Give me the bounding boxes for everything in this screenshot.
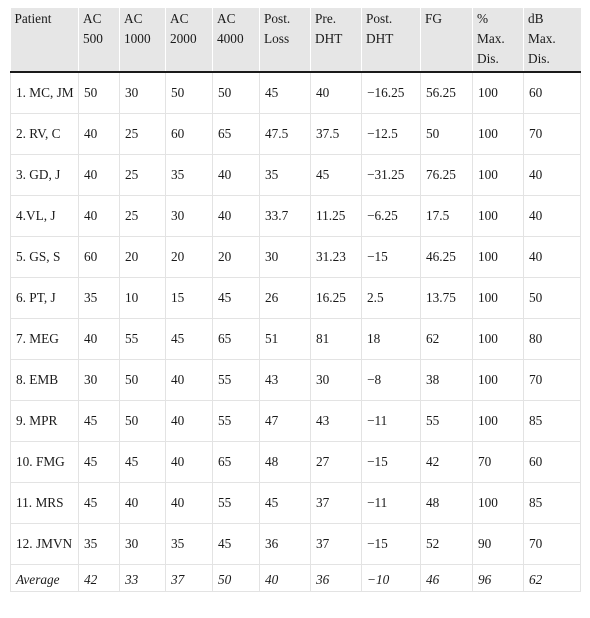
cell-ac-4000: 65: [213, 319, 260, 360]
cell-ac-500: 40: [79, 319, 120, 360]
cell-ac-500: 45: [79, 483, 120, 524]
cell-ac-2000: 20: [166, 237, 213, 278]
column-header-line: 1000: [124, 31, 151, 46]
cell-post-loss: 26: [260, 278, 311, 319]
cell-ac-4000: 50: [213, 72, 260, 114]
cell-patient: 6. PT, J: [11, 278, 79, 319]
column-header-line: AC: [124, 11, 143, 26]
cell-post-dht: −6.25: [362, 196, 421, 237]
cell-fg: 42: [421, 442, 473, 483]
cell-pct-max-dis: 100: [473, 401, 524, 442]
column-header-ac-500: [79, 8, 120, 72]
column-header-line: AC: [170, 11, 189, 26]
cell-post-dht: −11: [362, 483, 421, 524]
cell-pre-dht: 81: [311, 319, 362, 360]
cell-fg: 76.25: [421, 155, 473, 196]
cell-pre-dht: 31.23: [311, 237, 362, 278]
cell-patient: 11. MRS: [11, 483, 79, 524]
cell-post-dht: −15: [362, 442, 421, 483]
cell-ac-500: 40: [79, 196, 120, 237]
cell-post-dht: −31.25: [362, 155, 421, 196]
column-header-line: 2000: [170, 31, 197, 46]
cell-post-loss: 45: [260, 72, 311, 114]
cell-db-max-dis: 70: [524, 114, 581, 155]
cell-pre-dht: 37.5: [311, 114, 362, 155]
cell-patient: 3. GD, J: [11, 155, 79, 196]
cell-post-loss: 35: [260, 155, 311, 196]
cell-patient: 2. RV, C: [11, 114, 79, 155]
column-header-db-max-dis: [524, 8, 581, 72]
cell-ac-500: 60: [79, 237, 120, 278]
cell-fg: 56.25: [421, 72, 473, 114]
column-header-line: DHT: [315, 31, 343, 46]
cell-post-dht: −15: [362, 524, 421, 565]
table-header: [11, 8, 581, 72]
cell-pct-max-dis: 100: [473, 155, 524, 196]
cell-ac-2000: 15: [166, 278, 213, 319]
cell-ac-4000: 40: [213, 196, 260, 237]
cell-db-max-dis: 40: [524, 155, 581, 196]
cell-db-max-dis: 60: [524, 72, 581, 114]
cell-post-loss: 48: [260, 442, 311, 483]
average-cell-ac-500: 42: [79, 565, 120, 592]
column-header-post-loss: [260, 8, 311, 72]
cell-pct-max-dis: 100: [473, 360, 524, 401]
cell-ac-4000: 55: [213, 401, 260, 442]
table-row: [11, 72, 581, 114]
column-header-pre-dht: [311, 8, 362, 72]
cell-ac-500: 40: [79, 114, 120, 155]
cell-ac-1000: 10: [120, 278, 166, 319]
cell-pct-max-dis: 100: [473, 483, 524, 524]
column-header-line: Max.: [477, 31, 505, 46]
column-header-fg: [421, 8, 473, 72]
column-header-line: Pre.: [315, 11, 337, 26]
cell-post-loss: 47: [260, 401, 311, 442]
column-header-ac-2000: [166, 8, 213, 72]
patient-hearing-table: [10, 8, 581, 592]
cell-ac-1000: 25: [120, 114, 166, 155]
cell-ac-1000: 30: [120, 524, 166, 565]
cell-fg: 55: [421, 401, 473, 442]
cell-post-dht: −8: [362, 360, 421, 401]
cell-ac-2000: 40: [166, 483, 213, 524]
column-header-ac-4000: [213, 8, 260, 72]
cell-ac-500: 45: [79, 401, 120, 442]
cell-post-loss: 51: [260, 319, 311, 360]
cell-ac-4000: 40: [213, 155, 260, 196]
average-cell-post-loss: 40: [260, 565, 311, 592]
cell-pre-dht: 37: [311, 483, 362, 524]
cell-ac-2000: 50: [166, 72, 213, 114]
cell-post-dht: −11: [362, 401, 421, 442]
cell-pct-max-dis: 100: [473, 237, 524, 278]
cell-fg: 50: [421, 114, 473, 155]
cell-patient: 10. FMG: [11, 442, 79, 483]
column-header-patient: [11, 8, 79, 72]
cell-post-dht: −12.5: [362, 114, 421, 155]
cell-ac-4000: 65: [213, 114, 260, 155]
data-table-container: [10, 8, 580, 592]
cell-pre-dht: 43: [311, 401, 362, 442]
table-row: [11, 401, 581, 442]
table-row: [11, 360, 581, 401]
cell-ac-4000: 55: [213, 360, 260, 401]
table-row: [11, 237, 581, 278]
cell-ac-4000: 65: [213, 442, 260, 483]
table-row: [11, 196, 581, 237]
cell-pre-dht: 27: [311, 442, 362, 483]
cell-pre-dht: 11.25: [311, 196, 362, 237]
cell-ac-500: 45: [79, 442, 120, 483]
cell-patient: 8. EMB: [11, 360, 79, 401]
average-cell-ac-2000: 37: [166, 565, 213, 592]
average-cell-ac-1000: 33: [120, 565, 166, 592]
column-header-line: AC: [217, 11, 236, 26]
header-row: [11, 8, 581, 72]
cell-ac-1000: 40: [120, 483, 166, 524]
cell-ac-1000: 25: [120, 155, 166, 196]
cell-pct-max-dis: 100: [473, 114, 524, 155]
cell-ac-2000: 40: [166, 360, 213, 401]
cell-ac-2000: 45: [166, 319, 213, 360]
cell-ac-4000: 20: [213, 237, 260, 278]
cell-db-max-dis: 80: [524, 319, 581, 360]
cell-ac-1000: 45: [120, 442, 166, 483]
average-cell-db-max-dis: 62: [524, 565, 581, 592]
table-row: [11, 319, 581, 360]
column-header-line: dB: [528, 11, 544, 26]
cell-patient: 1. MC, JM: [11, 72, 79, 114]
cell-post-dht: 18: [362, 319, 421, 360]
cell-post-loss: 47.5: [260, 114, 311, 155]
cell-db-max-dis: 40: [524, 196, 581, 237]
average-cell-pct-max-dis: 96: [473, 565, 524, 592]
cell-post-dht: 2.5: [362, 278, 421, 319]
cell-post-loss: 30: [260, 237, 311, 278]
cell-pct-max-dis: 90: [473, 524, 524, 565]
cell-patient: 4.VL, J: [11, 196, 79, 237]
cell-post-loss: 33.7: [260, 196, 311, 237]
table-body: [11, 72, 581, 592]
cell-patient: 5. GS, S: [11, 237, 79, 278]
column-header-line: FG: [425, 11, 442, 26]
cell-ac-500: 35: [79, 524, 120, 565]
column-header-line: 500: [83, 31, 103, 46]
cell-ac-2000: 35: [166, 524, 213, 565]
cell-pre-dht: 37: [311, 524, 362, 565]
column-header-line: Dis.: [477, 51, 499, 66]
table-row: [11, 442, 581, 483]
cell-patient: 7. MEG: [11, 319, 79, 360]
cell-pre-dht: 16.25: [311, 278, 362, 319]
column-header-post-dht: [362, 8, 421, 72]
column-header-line: Loss: [264, 31, 290, 46]
cell-fg: 13.75: [421, 278, 473, 319]
cell-pct-max-dis: 100: [473, 196, 524, 237]
cell-ac-2000: 40: [166, 401, 213, 442]
cell-db-max-dis: 70: [524, 524, 581, 565]
cell-ac-500: 30: [79, 360, 120, 401]
cell-fg: 17.5: [421, 196, 473, 237]
cell-ac-1000: 55: [120, 319, 166, 360]
average-cell-patient: Average: [11, 565, 79, 592]
column-header-line: 4000: [217, 31, 244, 46]
cell-ac-1000: 50: [120, 401, 166, 442]
cell-post-loss: 43: [260, 360, 311, 401]
cell-fg: 46.25: [421, 237, 473, 278]
cell-ac-4000: 55: [213, 483, 260, 524]
column-header-line: Post.: [264, 11, 291, 26]
cell-pct-max-dis: 100: [473, 319, 524, 360]
average-cell-fg: 46: [421, 565, 473, 592]
cell-fg: 38: [421, 360, 473, 401]
cell-ac-1000: 25: [120, 196, 166, 237]
cell-db-max-dis: 40: [524, 237, 581, 278]
cell-db-max-dis: 60: [524, 442, 581, 483]
cell-db-max-dis: 85: [524, 401, 581, 442]
column-header-line: DHT: [366, 31, 394, 46]
column-header-line: Post.: [366, 11, 393, 26]
cell-ac-2000: 35: [166, 155, 213, 196]
table-row: [11, 114, 581, 155]
cell-pre-dht: 40: [311, 72, 362, 114]
cell-ac-2000: 30: [166, 196, 213, 237]
cell-ac-4000: 45: [213, 278, 260, 319]
cell-fg: 62: [421, 319, 473, 360]
table-row: [11, 155, 581, 196]
cell-ac-500: 50: [79, 72, 120, 114]
cell-patient: 12. JMVN: [11, 524, 79, 565]
column-header-line: Dis.: [528, 51, 550, 66]
average-cell-pre-dht: 36: [311, 565, 362, 592]
cell-post-loss: 45: [260, 483, 311, 524]
column-header-ac-1000: [120, 8, 166, 72]
table-row: [11, 524, 581, 565]
cell-pre-dht: 45: [311, 155, 362, 196]
column-header-line: Patient: [14, 11, 52, 26]
cell-db-max-dis: 50: [524, 278, 581, 319]
cell-fg: 52: [421, 524, 473, 565]
cell-db-max-dis: 70: [524, 360, 581, 401]
cell-pct-max-dis: 100: [473, 72, 524, 114]
cell-pct-max-dis: 70: [473, 442, 524, 483]
column-header-line: %: [477, 11, 489, 26]
cell-post-dht: −16.25: [362, 72, 421, 114]
cell-ac-1000: 50: [120, 360, 166, 401]
average-cell-post-dht: −10: [362, 565, 421, 592]
cell-ac-2000: 40: [166, 442, 213, 483]
cell-ac-2000: 60: [166, 114, 213, 155]
average-row: [11, 565, 581, 592]
table-row: [11, 278, 581, 319]
table-row: [11, 483, 581, 524]
cell-db-max-dis: 85: [524, 483, 581, 524]
cell-ac-500: 40: [79, 155, 120, 196]
cell-ac-4000: 45: [213, 524, 260, 565]
cell-fg: 48: [421, 483, 473, 524]
cell-pre-dht: 30: [311, 360, 362, 401]
cell-pct-max-dis: 100: [473, 278, 524, 319]
cell-ac-1000: 20: [120, 237, 166, 278]
column-header-line: Max.: [528, 31, 556, 46]
average-cell-ac-4000: 50: [213, 565, 260, 592]
cell-post-loss: 36: [260, 524, 311, 565]
cell-patient: 9. MPR: [11, 401, 79, 442]
column-header-pct-max-dis: [473, 8, 524, 72]
cell-post-dht: −15: [362, 237, 421, 278]
cell-ac-500: 35: [79, 278, 120, 319]
column-header-line: AC: [83, 11, 102, 26]
cell-ac-1000: 30: [120, 72, 166, 114]
